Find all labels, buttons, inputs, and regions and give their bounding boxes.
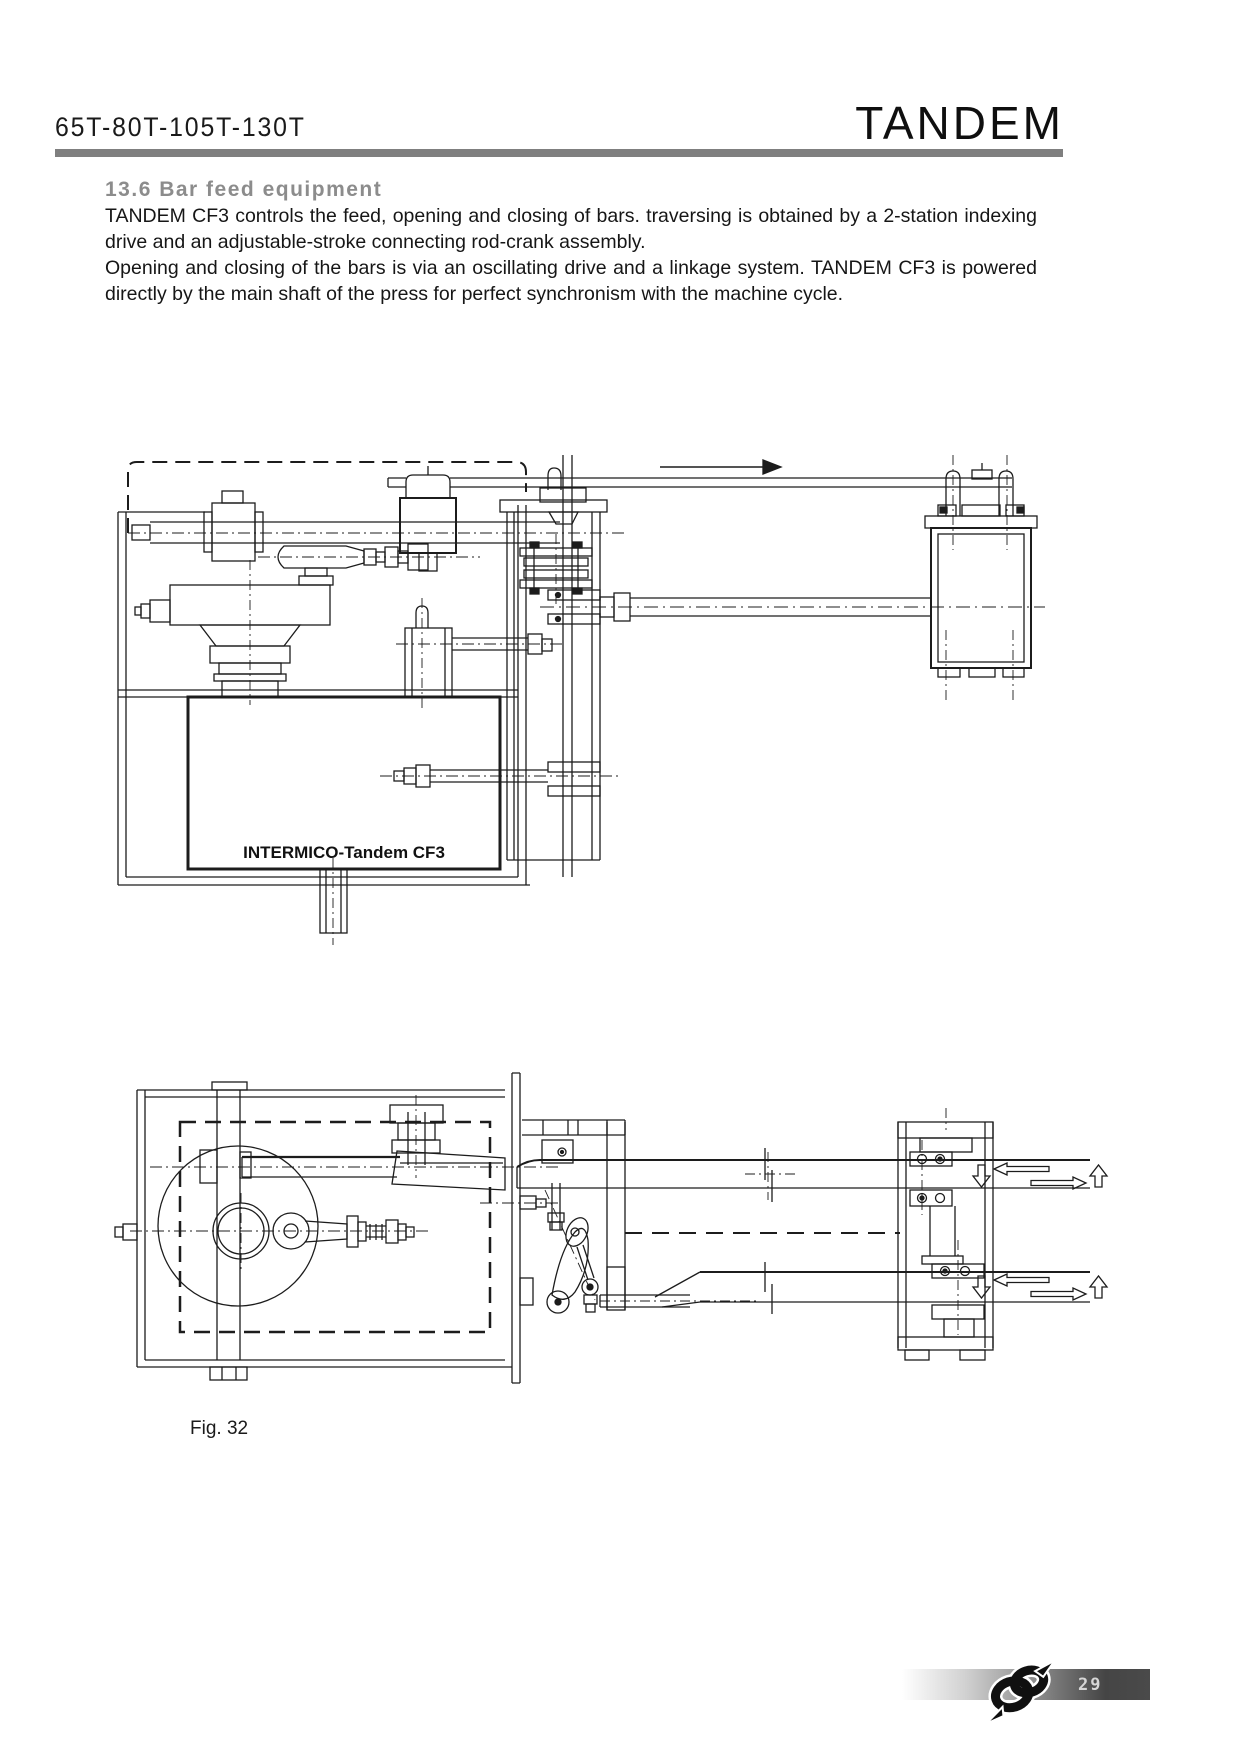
paragraph-1: TANDEM CF3 controls the feed, opening and closing of bars. traversing is obtained by a 2-station indexing drive and an adjustable-stroke connecting rod-crank assembly. [105, 205, 1037, 253]
gearbox [400, 466, 456, 571]
oscillating-cylinder [396, 598, 566, 712]
oscillating-linkage [520, 1183, 598, 1313]
traverse-arrows-lower [973, 1274, 1107, 1300]
section-heading: 13.6 Bar feed equipment [105, 178, 383, 201]
second-station-guide [898, 1108, 993, 1360]
feed-bar-upper [517, 1148, 1090, 1202]
feed-direction-arrow [660, 460, 781, 474]
brand-wordmark: TANDEM [855, 97, 1064, 149]
side-view-diagram [118, 455, 1045, 945]
paragraph-2: Opening and closing of the bars is via an oscillating drive and a linkage system. TANDEM CF3 is powered directly by the main shaft of the press for perfect synchronism with the machine cycle. [105, 257, 1037, 305]
plan-view-diagram [115, 1073, 1107, 1383]
second-station-box [925, 455, 1037, 700]
crank-disc [115, 1090, 430, 1360]
page-number: 29 [1078, 1675, 1103, 1695]
intermico-knot-logo-icon [972, 1651, 1082, 1721]
figure-caption: Fig. 32 [190, 1418, 249, 1439]
feed-bar-lower [600, 1262, 1090, 1314]
crank-bar [150, 1151, 560, 1209]
machine-housing [188, 697, 500, 945]
footer-bar [902, 1669, 1150, 1700]
clamp-bracket [390, 1095, 443, 1178]
index-drive-bell [135, 560, 330, 705]
drive-shaft [540, 593, 1045, 621]
section-body [105, 203, 1037, 307]
machine-housing-label: INTERMICO-Tandem CF3 [243, 843, 445, 862]
connecting-rod [258, 544, 480, 585]
clamp-column [380, 468, 620, 860]
traverse-arrows-upper [973, 1163, 1107, 1189]
header-rule [55, 149, 1063, 157]
header-models-label: 65T-80T-105T-130T [55, 112, 306, 142]
main-shaft [128, 491, 625, 561]
rail-bracket [522, 1120, 625, 1310]
